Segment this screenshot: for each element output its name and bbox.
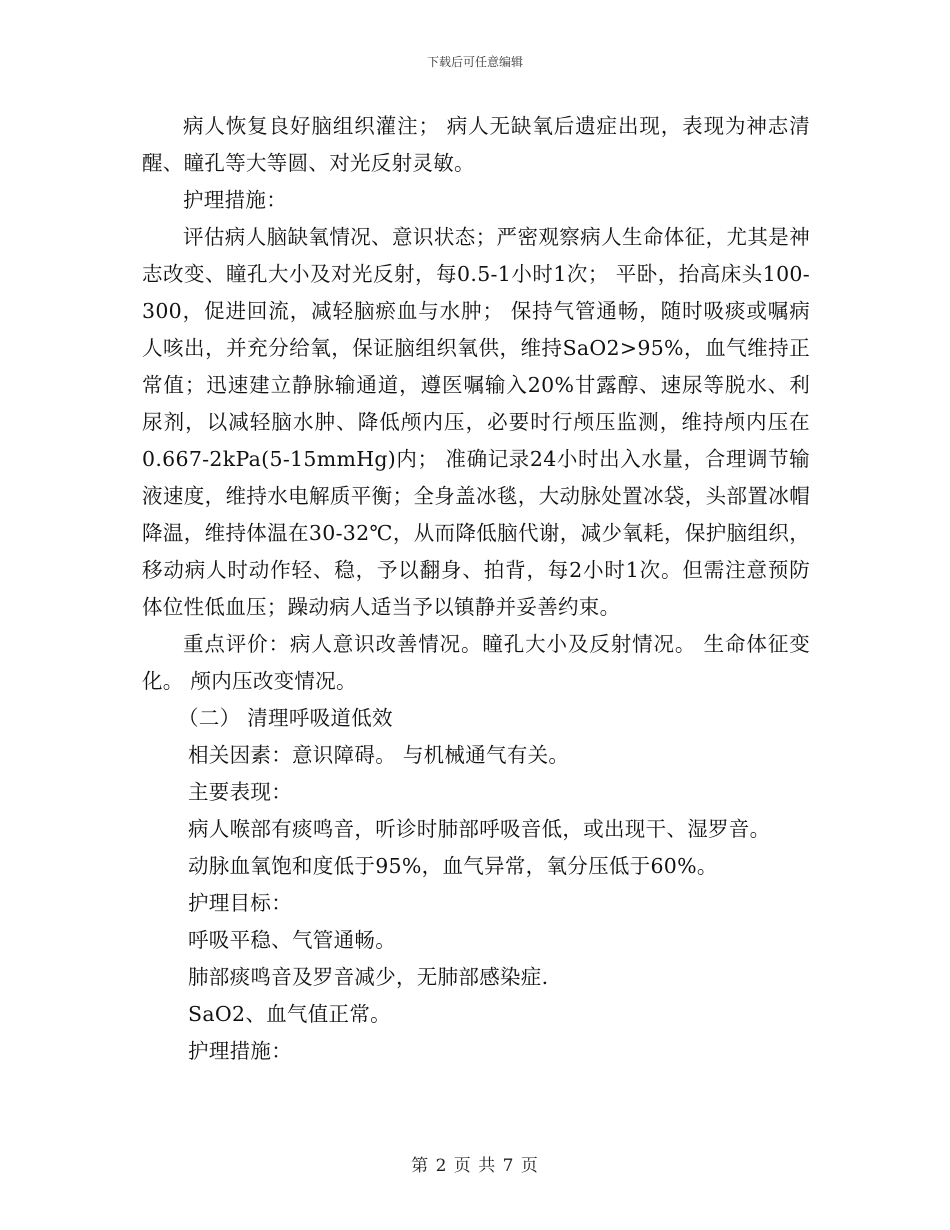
line-goal-1: 呼吸平稳、气管通畅。 xyxy=(188,928,396,952)
paragraph-evaluation: 重点评价：病人意识改善情况。瞳孔大小及反射情况。 生命体征变化。 颅内压改变情况。 xyxy=(142,632,810,693)
line-main-symptoms-heading: 主要表现： xyxy=(188,780,292,804)
line-goal-2: 肺部痰鸣音及罗音减少，无肺部感染症. xyxy=(188,965,549,989)
paragraph-measures-heading: 护理措施： xyxy=(183,188,287,212)
page-footer: 第 2 页 共 7 页 xyxy=(411,1156,539,1176)
paragraph-outcome: 病人恢复良好脑组织灌注； 病人无缺氧后遗症出现，表现为神志清醒、瞳孔等大等圆、对光反射灵敏。 xyxy=(142,114,810,175)
paragraph-measures-detail: 评估病人脑缺氧情况、意识状态；严密观察病人生命体征，尤其是神志改变、瞳孔大小及对光反射，每0.5-1小时1次； 平卧，抬高床头100-300，促进回流，减轻脑瘀血与水肿； 保持气管通畅，随时吸痰或嘱病人咳出，并充分给氧，保证脑组织氧供，维持SaO2>95%，血气维持正常值；迅速建立静脉输通道，遵医嘱输入20%甘露醇、速尿等脱水、利尿剂，以减轻脑水肿、降低颅内压，必要时行颅压监测，维持颅内压在0.667-2kPa(5-15mmHg)内； 准确记录24小时出入水量，合理调节输液速度，维持水电解质平衡；全身盖冰毯，大动脉处置冰袋，头部置冰帽降温，维持体温在30-32℃，从而降低脑代谢，减少氧耗，保护脑组织， 移动病人时动作轻、稳，予以翻身、拍背，每2小时1次。但需注意预防体位性低血压；躁动病人适当予以镇静并妥善约束。 xyxy=(142,225,810,619)
line-measures-heading-2: 护理措施： xyxy=(188,1039,292,1063)
line-related-factors: 相关因素：意识障碍。 与机械通气有关。 xyxy=(188,743,570,767)
line-symptom-1: 病人喉部有痰鸣音，听诊时肺部呼吸音低，或出现干、湿罗音。 xyxy=(188,817,771,841)
section-title: （二） 清理呼吸道低效 xyxy=(178,706,393,730)
line-goal-3: SaO2、血气值正常。 xyxy=(188,1002,391,1026)
line-goals-heading: 护理目标： xyxy=(188,891,292,915)
page-header: 下载后可任意编辑 xyxy=(426,55,523,69)
document-body xyxy=(142,108,810,1070)
line-symptom-2: 动脉血氧饱和度低于95%，血气异常，氧分压低于60%。 xyxy=(188,854,718,878)
